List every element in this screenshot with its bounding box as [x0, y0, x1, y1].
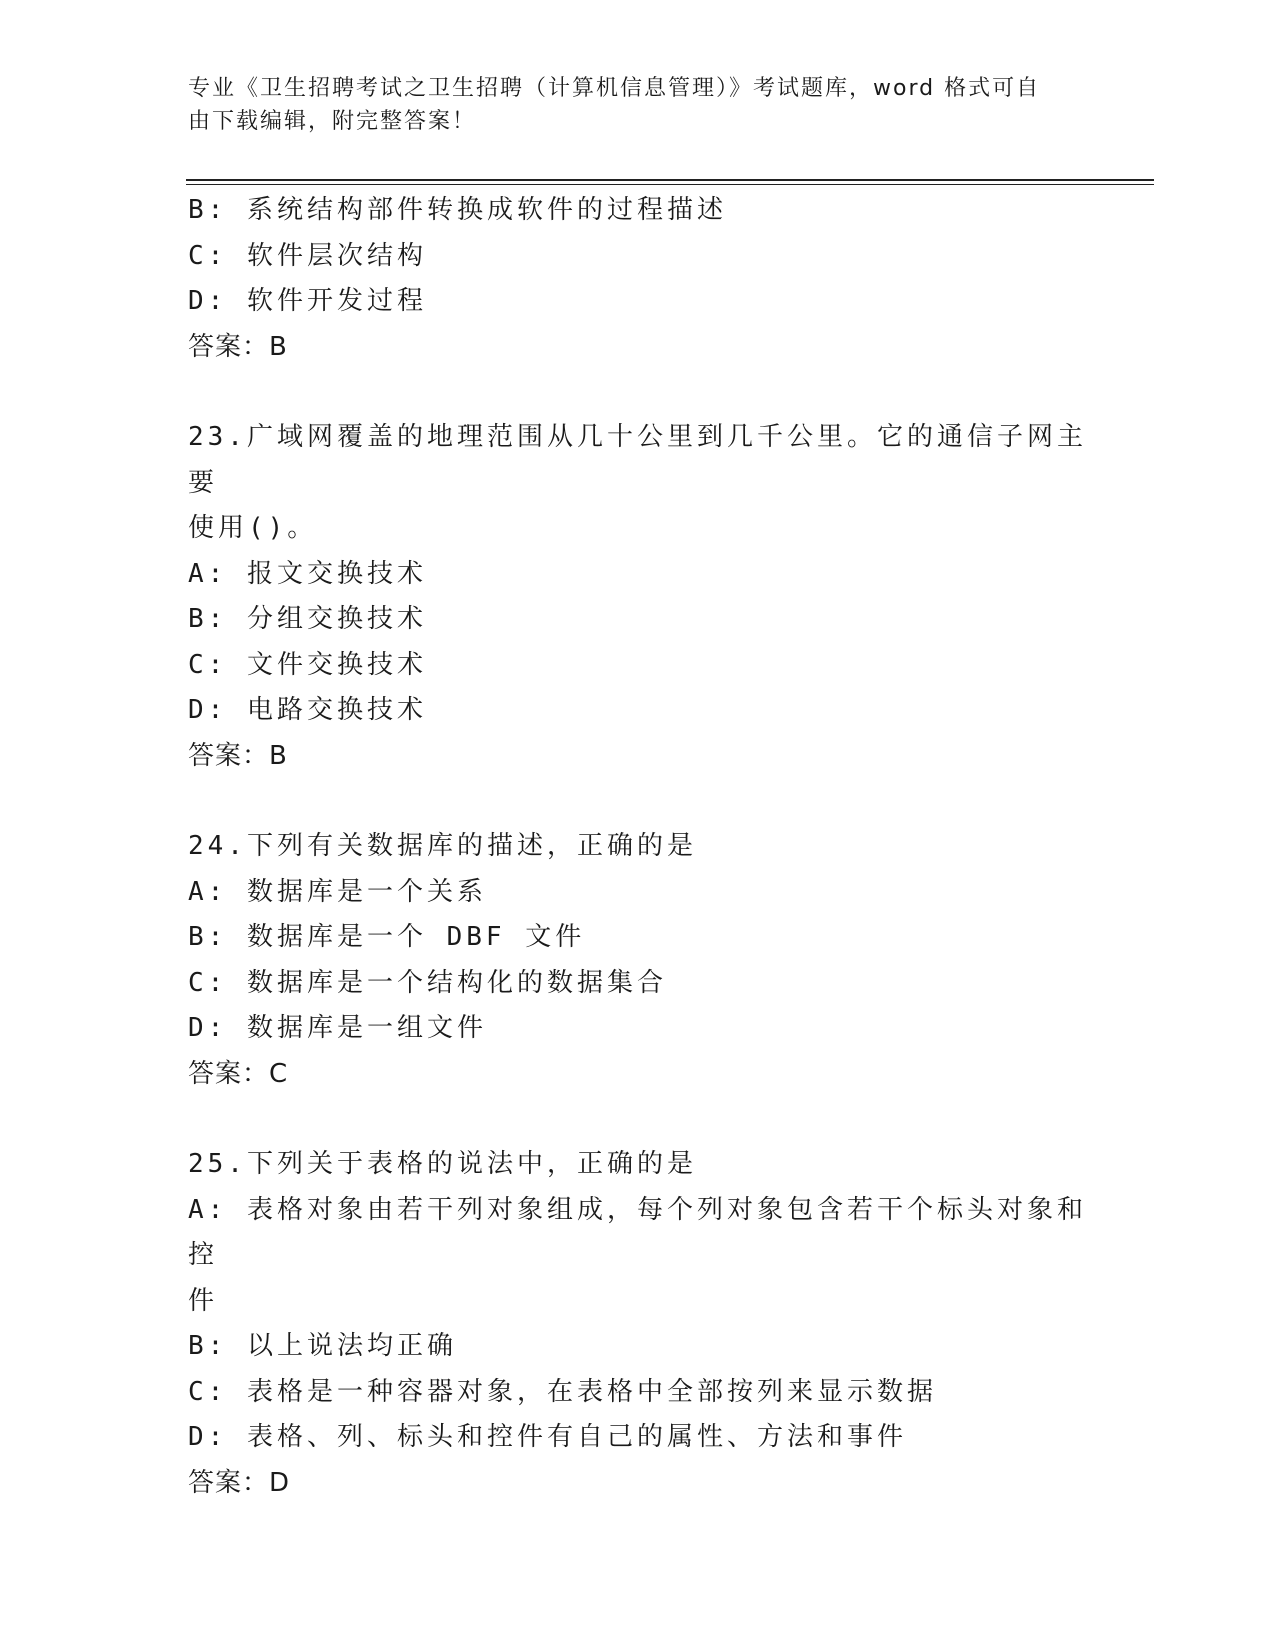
- option-d: D: 软件开发过程: [188, 286, 427, 316]
- question-stem: 使用()。: [188, 513, 318, 543]
- question-24: [188, 824, 1088, 1097]
- question-stem: 24.下列有关数据库的描述，正确的是: [188, 831, 697, 861]
- header-rule-thin: [186, 184, 1154, 185]
- option-b: B: 分组交换技术: [188, 604, 427, 634]
- question-fragment: [188, 188, 1088, 370]
- header-line-1: 专业《卫生招聘考试之卫生招聘（计算机信息管理）》考试题库，word 格式可自: [188, 76, 1041, 101]
- question-content: [188, 188, 1088, 1506]
- option-c: C: 数据库是一个结构化的数据集合: [188, 967, 667, 998]
- option-d: D: 表格、列、标头和控件有自己的属性、方法和事件: [188, 1422, 907, 1452]
- answer: 答案：B: [188, 331, 288, 362]
- document-header: [188, 72, 1068, 138]
- question-stem: 25.下列关于表格的说法中，正确的是: [188, 1149, 697, 1179]
- answer: 答案：C: [188, 1058, 289, 1089]
- option-a: A: 表格对象由若干列对象组成，每个列对象包含若干个标头对象和控: [188, 1194, 1087, 1270]
- option-b: B: 系统结构部件转换成软件的过程描述: [188, 195, 727, 225]
- option-c: C: 文件交换技术: [188, 649, 427, 680]
- option-a-continued: 件: [188, 1285, 219, 1316]
- header-rule: [186, 179, 1154, 181]
- option-b: B: 数据库是一个 DBF 文件: [188, 922, 586, 952]
- answer: 答案：D: [188, 1467, 291, 1498]
- option-b: B: 以上说法均正确: [188, 1331, 457, 1361]
- header-line-2: 由下载编辑，附完整答案！: [188, 109, 477, 134]
- question-stem: 23.广域网覆盖的地理范围从几十公里到几千公里。它的通信子网主要: [188, 422, 1087, 498]
- option-a: A: 数据库是一个关系: [188, 876, 487, 907]
- question-23: [188, 415, 1088, 779]
- option-c: C: 表格是一种容器对象，在表格中全部按列来显示数据: [188, 1376, 937, 1407]
- option-c: C: 软件层次结构: [188, 240, 427, 271]
- option-a: A: 报文交换技术: [188, 558, 427, 589]
- question-25: [188, 1142, 1088, 1506]
- option-d: D: 数据库是一组文件: [188, 1013, 487, 1043]
- answer: 答案：B: [188, 740, 288, 771]
- option-d: D: 电路交换技术: [188, 695, 427, 725]
